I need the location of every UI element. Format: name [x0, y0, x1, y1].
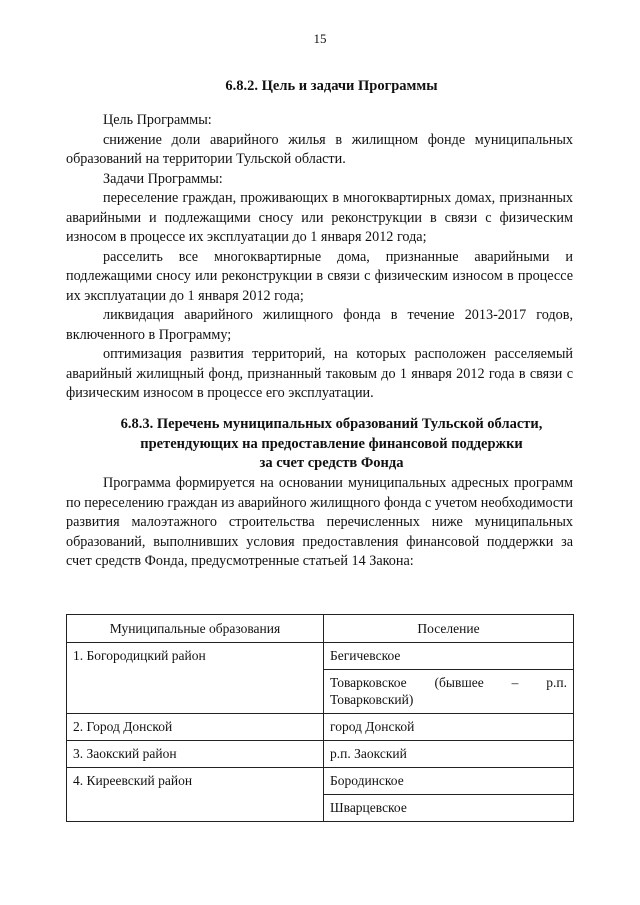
section-682-body: [66, 111, 573, 404]
section-683-heading-line: за счет средств Фонда: [259, 455, 404, 471]
tasks-label: Задачи Программы:: [103, 170, 223, 187]
goal-text: снижение доли аварийного жилья в жилищном фонде муниципальных образований на территории Тульской области.: [66, 131, 573, 167]
section-683-paragraph: Программа формируется на основании муниципальных адресных программ по переселению граждан из аварийного жилищного фонда с учетом необходимости развития малоэтажного строительства перечисленных ниже муниципальных образований, выполнивших условия предоставления финансовой поддержки за счет средств Фонда, предусмотренные статьей 14 Закона:: [66, 475, 573, 569]
section-682-heading: 6.8.2. Цель и задачи Программы: [225, 78, 438, 94]
task-item: ликвидация аварийного жилищного фонда в течение 2013-2017 годов, включенного в Программу;: [66, 307, 573, 343]
settlement-cell: Бегичевское: [324, 643, 574, 670]
municipality-cell: 4. Киреевский район: [67, 768, 324, 822]
table-header-municipality: Муниципальные образования: [67, 615, 324, 643]
settlement-cell: Шварцевское: [324, 795, 574, 822]
settlement-cell: Бородинское: [324, 768, 574, 795]
table-row: [67, 714, 574, 741]
settlement-cell: р.п. Заокский: [324, 741, 574, 768]
table-row: [67, 643, 574, 670]
municipality-cell: 3. Заокский район: [67, 741, 324, 768]
page-number: 15: [313, 31, 327, 46]
table-row: [67, 741, 574, 768]
goal-label: Цель Программы:: [103, 112, 212, 128]
municipalities-table: [66, 614, 574, 822]
settlement-cell: город Донской: [324, 714, 574, 741]
municipality-cell: 1. Богородицкий район: [67, 643, 324, 714]
task-item: расселить все многоквартирные дома, признанные аварийными и подлежащими сносу или реконструкции в связи с физическим износом в процессе их эксплуатации до 1 января 2012 года;: [66, 248, 573, 304]
settlement-cell: Товарковское (бывшее – р.п. Товарковский): [324, 670, 574, 714]
section-683-heading: [90, 415, 573, 474]
section-683-heading-line: 6.8.3. Перечень муниципальных образований Тульской области,: [120, 416, 543, 432]
table-row: [67, 768, 574, 795]
section-683-body: [66, 474, 573, 572]
table-header-row: [67, 615, 574, 643]
task-item: переселение граждан, проживающих в многоквартирных домах, признанных аварийными и подлежащими сносу или реконструкции в связи с физическим износом в процессе их эксплуатации до 1 января 2012 года;: [66, 190, 573, 245]
table-header-settlement: Поселение: [324, 615, 574, 643]
section-683-heading-line: претендующих на предоставление финансовой поддержки: [140, 435, 523, 452]
task-item: оптимизация развития территорий, на которых расположен расселяемый аварийный жилищный фонд, признанный таковым до 1 января 2012 года в связи с физическим износом в процессе его эксплуатации.: [66, 346, 573, 401]
municipality-cell: 2. Город Донской: [67, 714, 324, 741]
